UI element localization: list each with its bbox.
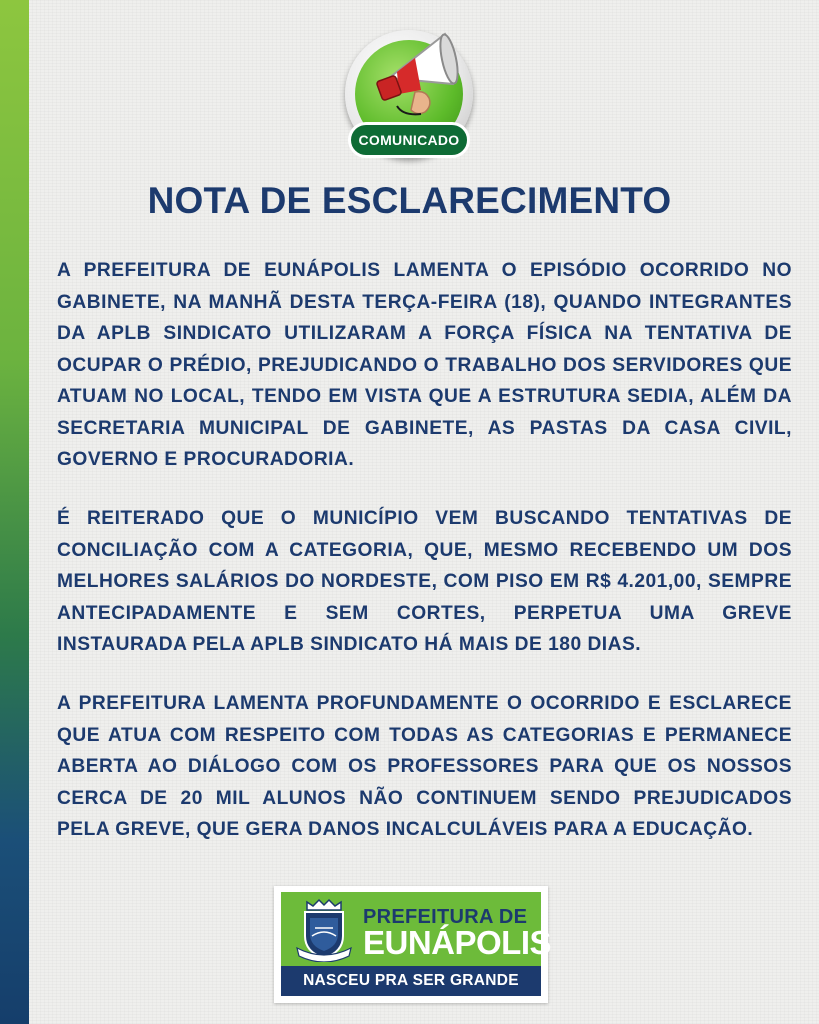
badge-label: COMUNICADO (348, 122, 470, 158)
side-gradient-bar (0, 0, 29, 1024)
city-crest-icon (295, 898, 353, 962)
paragraph-2: É REITERADO QUE O MUNICÍPIO VEM BUSCANDO TENTATIVAS DE CONCILIAÇÃO COM A CATEGORIA, QUE, MESMO RECEBENDO UM DOS MELHORES SALÁRIOS DO NORDESTE, COM PISO EM R$ 4.201,00, SEMPRE ANTECIPADAMENTE E SEM CORTES, PERPETUA UMA GREVE INSTAURADA PELA APLB SINDICATO HÁ MAIS DE 180 DIAS. (57, 508, 792, 655)
megaphone-icon (353, 20, 471, 138)
paragraph-1: A PREFEITURA DE EUNÁPOLIS LAMENTA O EPISÓDIO OCORRIDO NO GABINETE, NA MANHÃ DESTA TERÇA-FEIRA (18), QUANDO INTEGRANTES DA APLB SINDICATO UTILIZARAM A FORÇA FÍSICA NA TENTATIVA DE OCUPAR O PRÉDIO, PREJUDICANDO O TRABALHO DOS SERVIDORES QUE ATUAM NO LOCAL, TENDO EM VISTA QUE A ESTRUTURA SEDIA, ALÉM DA SECRETARIA MUNICIPAL DE GABINETE, AS PASTAS DA CASA CIVIL, GOVERNO E PROCURADORIA. (57, 260, 792, 470)
comunicado-badge (345, 20, 473, 160)
page-title: NOTA DE ESCLARECIMENTO (147, 180, 672, 221)
logo-green-panel (281, 892, 552, 966)
logo-line-1: PREFEITURA DE (363, 906, 528, 928)
prefeitura-logo (274, 886, 552, 1003)
logo-line-2: EUNÁPOLIS (363, 924, 552, 961)
logo-slogan: NASCEU PRA SER GRANDE (281, 966, 541, 996)
paragraph-3: A PREFEITURA LAMENTA PROFUNDAMENTE O OCORRIDO E ESCLARECE QUE ATUA COM RESPEITO COM TODAS AS CATEGORIAS E PERMANECE ABERTA AO DIÁLOGO COM OS PROFESSORES PARA QUE OS NOSSOS CERCA DE 20 MIL ALUNOS NÃO CONTINUEM SENDO PREJUDICADOS PELA GREVE, QUE GERA DANOS INCALCULÁVEIS PARA A EDUCAÇÃO. (57, 693, 792, 840)
